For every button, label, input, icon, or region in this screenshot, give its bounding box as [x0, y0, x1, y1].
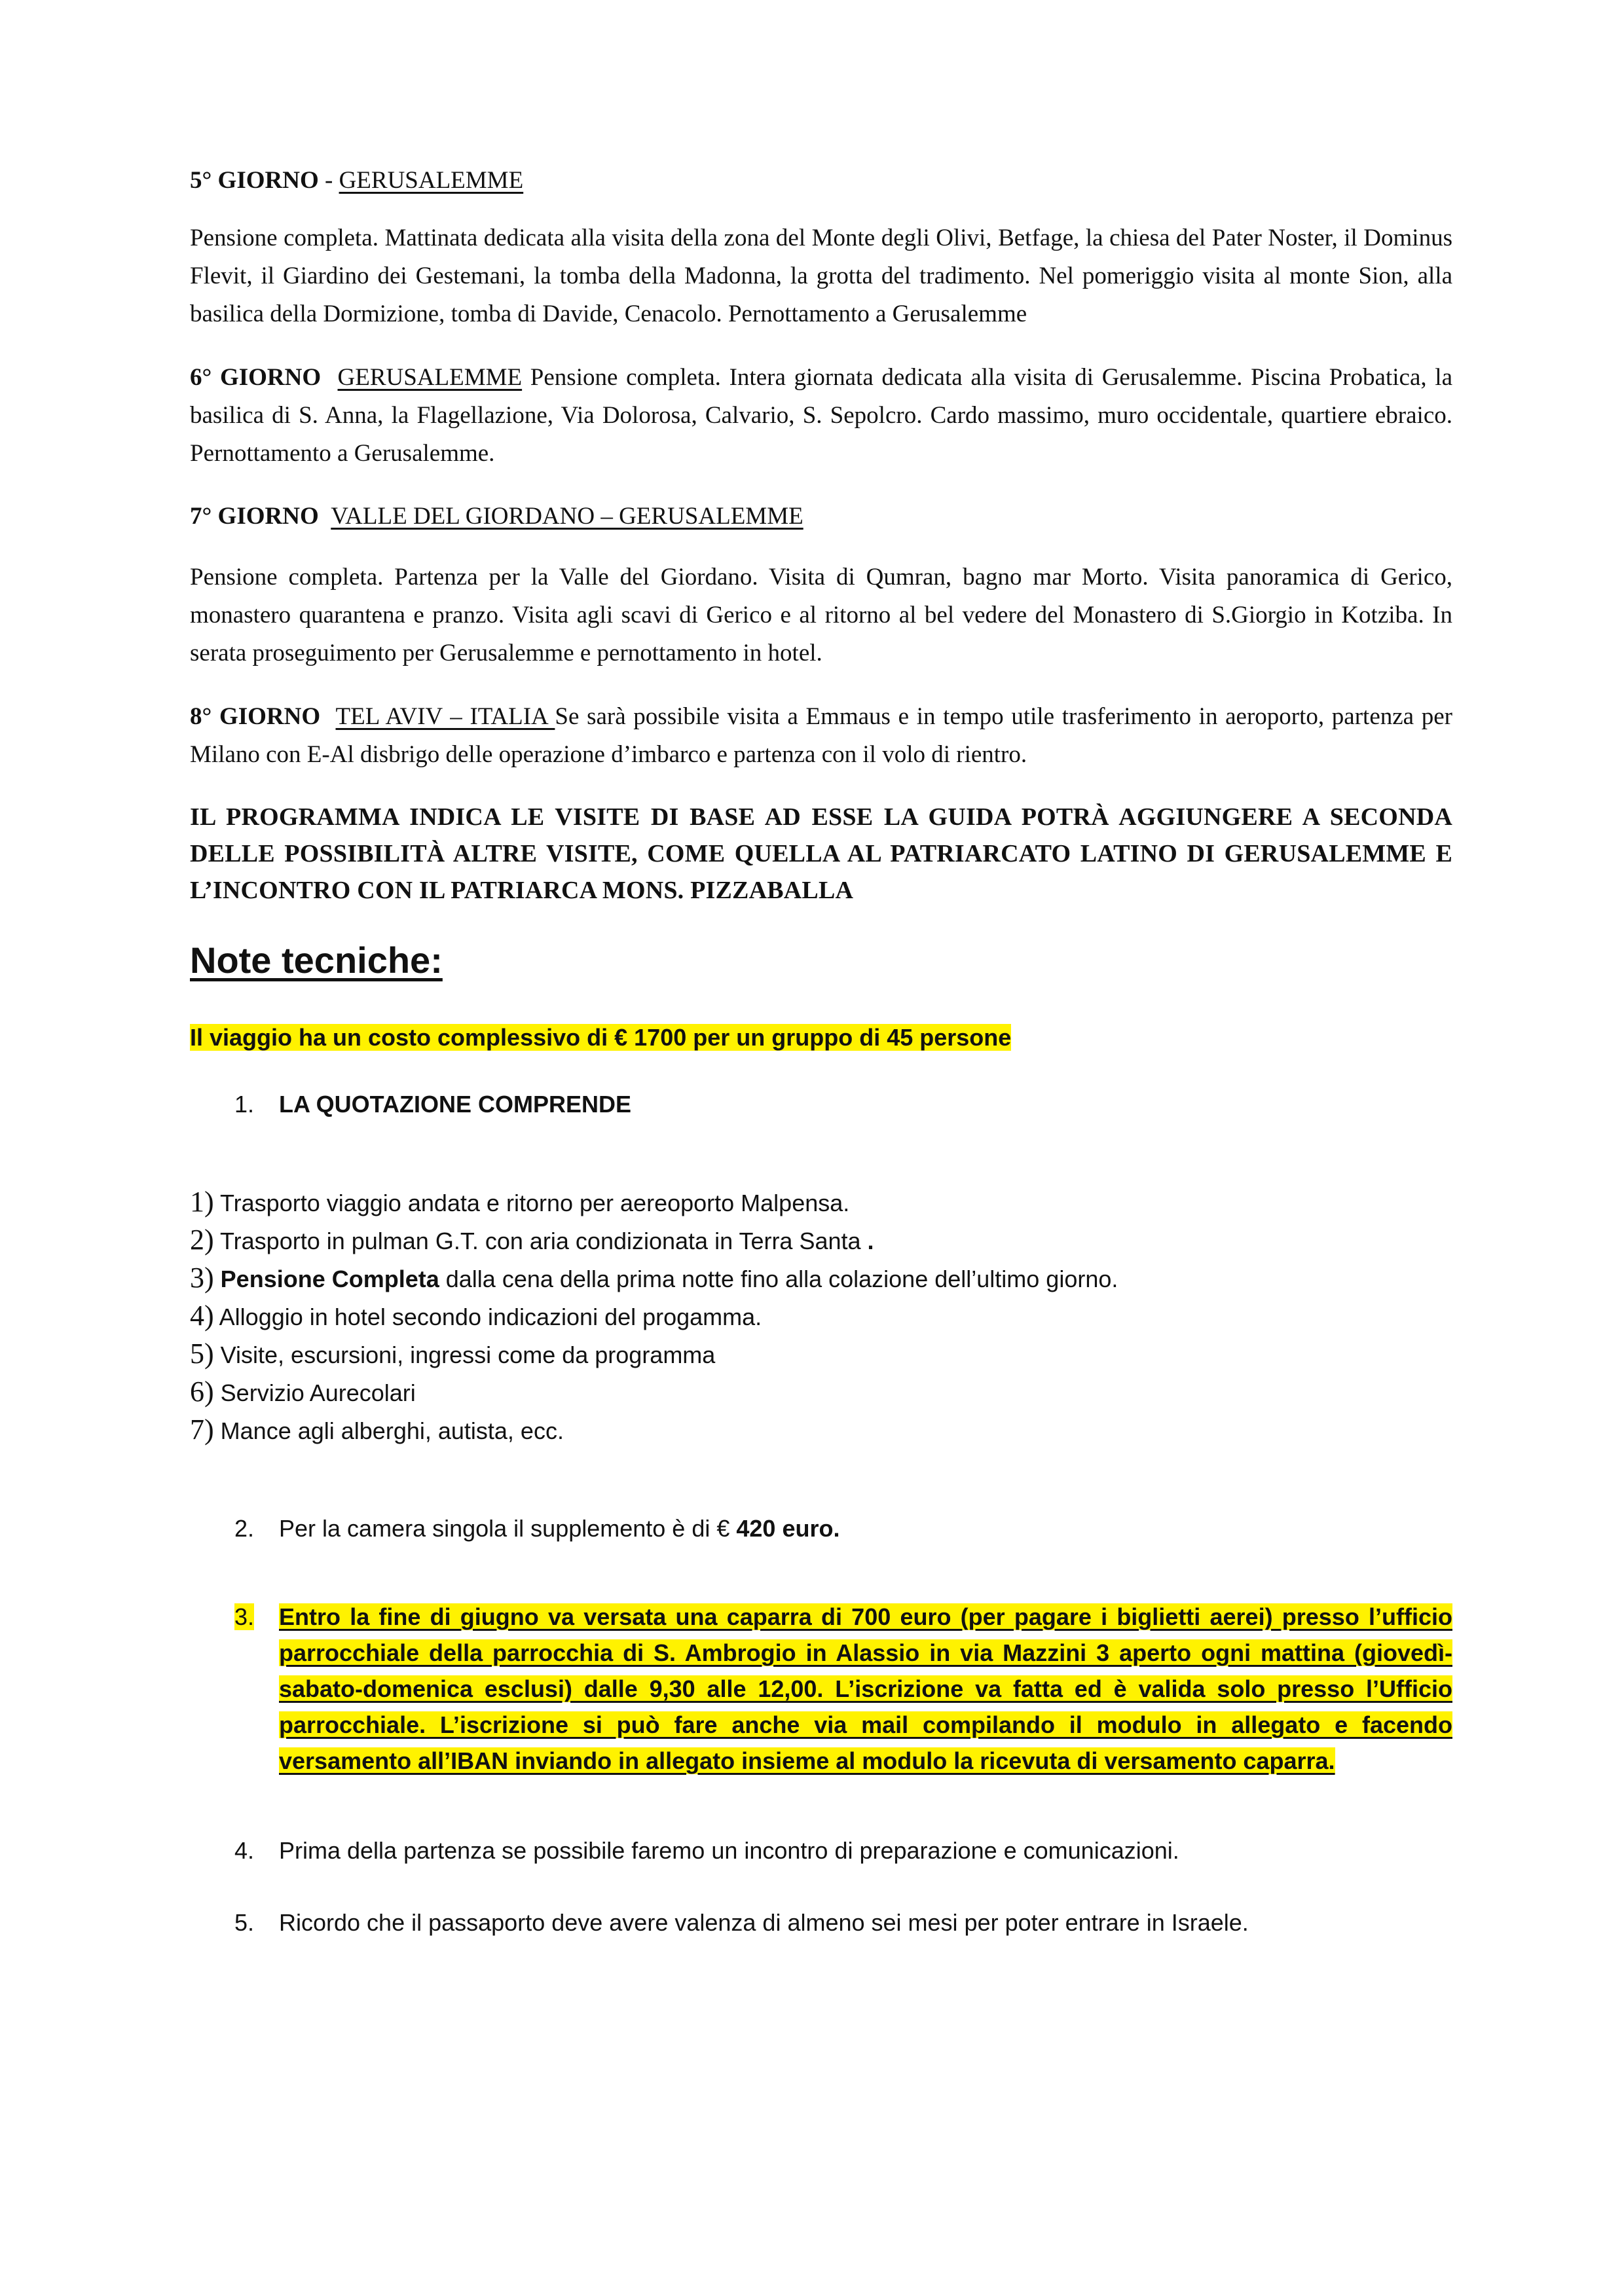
item-2-number: 2.	[234, 1515, 255, 1542]
item-2-text-bold: 420 euro	[736, 1515, 834, 1542]
includes-list	[190, 1184, 1118, 1449]
notes-title	[190, 939, 1452, 981]
item-5-number: 5.	[234, 1909, 255, 1936]
day-6-paragraph	[190, 359, 1452, 473]
day-5-separator: -	[318, 167, 339, 194]
item-3-text	[279, 1599, 1452, 1779]
item-2-text-end: .	[833, 1515, 840, 1542]
list-item-marker: 4)	[190, 1300, 214, 1332]
list-item	[190, 1260, 1118, 1298]
day-7-number: 7° GIORNO	[190, 503, 319, 530]
list-item	[190, 1298, 1118, 1336]
list-item-text: Trasporto viaggio andata e ritorno per aereoporto Malpensa.	[220, 1190, 850, 1216]
day-5-heading	[190, 162, 1452, 200]
day-8-place: TEL AVIV – ITALIA	[335, 703, 555, 730]
day-5-number: 5° GIORNO	[190, 167, 319, 194]
day-5-description: Pensione completa. Mattinata dedicata alla visita della zona del Monte degli Olivi, Betfage, la chiesa del Pater Noster, il Dominus Flevit, il Giardino dei Gestemani, la tomba della Madonna, la grotta del tradimento. Nel pomeriggio visita al monte Sion, alla basilica della Dormizione, tomba di Davide, Cenacolo. Pernottamento a Gerusalemme	[190, 225, 1452, 327]
list-item-text: Alloggio in hotel secondo indicazioni del progamma.	[219, 1303, 762, 1330]
item-3-number	[234, 1599, 254, 1635]
item-2	[234, 1511, 1413, 1546]
item-3-text-content: Entro la fine di giugno va versata una caparra di 700 euro (per pagare i biglietti aerei) presso l’ufficio parrocchiale della parrocchia di S. Ambrogio in Alassio in via Mazzini 3 aperto ogni mattina (giovedì-sabato-domenica esclusi) dalle 9,30 alle 12,00. L’iscrizione va fatta ed è valida solo presso l’Ufficio parrocchiale. L’iscrizione si può fare anche via mail compilando il modulo in allegato e facendo versamento all’IBAN inviando in allegato insieme al modulo la ricevuta di versamento caparra.	[279, 1603, 1452, 1774]
list-item-marker: 3)	[190, 1262, 214, 1294]
day-8-number: 8° GIORNO	[190, 703, 321, 730]
list-item-marker: 6)	[190, 1376, 214, 1408]
list-item	[190, 1412, 1118, 1449]
list-item-marker: 1)	[190, 1186, 214, 1218]
list-item	[190, 1222, 1118, 1260]
item-4	[234, 1833, 1452, 1868]
item-5	[234, 1905, 1452, 1941]
day-5-place: GERUSALEMME	[339, 167, 524, 194]
item-3-number-text: 3.	[234, 1603, 255, 1630]
day-7-place: VALLE DEL GIORDANO – GERUSALEMME	[331, 503, 803, 530]
list-item-marker: 5)	[190, 1338, 214, 1370]
list-item	[190, 1336, 1118, 1374]
day-6-number: 6° GIORNO	[190, 364, 322, 391]
list-item-text: Trasporto in pulman G.T. con aria condizionata in Terra Santa	[220, 1228, 861, 1254]
day-8-description: Se sarà possibile visita a Emmaus e in tempo utile trasferimento in aeroporto, partenza per Milano con E-Al disbrigo delle operazione d’imbarco e partenza con il volo di rientro.	[190, 703, 1453, 768]
notes-title-text: Note tecniche:	[190, 939, 443, 981]
day-8-paragraph	[190, 698, 1452, 774]
list-item	[190, 1374, 1118, 1412]
item-1-text: LA QUOTAZIONE COMPRENDE	[279, 1091, 631, 1118]
list-item-text: Mance agli alberghi, autista, ecc.	[220, 1417, 564, 1444]
day-6-description: Pensione completa. Intera giornata dedicata alla visita di Gerusalemme. Piscina Probatica, la basilica di S. Anna, la Flagellazione, Via Dolorosa, Calvario, S. Sepolcro. Cardo massimo, muro occidentale, quartiere ebraico. Pernottamento a Gerusalemme.	[190, 364, 1452, 467]
list-item-marker: 7)	[190, 1413, 214, 1446]
program-note: IL PROGRAMMA INDICA LE VISITE DI BASE AD ESSE LA GUIDA POTRÀ AGGIUNGERE A SECONDA DELLE POSSIBILITÀ ALTRE VISITE, COME QUELLA AL PATRIARCATO LATINO DI GERUSALEMME E L’INCONTRO CON IL PATRIARCA MONS. PIZZABALLA	[190, 803, 1452, 904]
list-item-text: dalla cena della prima notte fino alla colazione dell’ultimo giorno.	[439, 1266, 1118, 1292]
list-item-bold: Pensione Completa	[220, 1266, 439, 1292]
list-item	[190, 1184, 1118, 1222]
day-7-description: Pensione completa. Partenza per la Valle del Giordano. Visita di Qumran, bagno mar Morto. Visita panoramica di Gerico, monastero quarantena e pranzo. Visita agli scavi di Gerico e al ritorno al bel vedere del Monastero di S.Giorgio in Kotziba. In serata proseguimento per Gerusalemme e pernottamento in hotel.	[190, 564, 1452, 666]
item-4-number: 4.	[234, 1837, 255, 1864]
item-1	[234, 1087, 1413, 1122]
item-5-text: Ricordo che il passaporto deve avere valenza di almeno sei mesi per poter entrare in Israele.	[279, 1909, 1249, 1936]
item-1-number: 1.	[234, 1091, 255, 1118]
cost-line-text: Il viaggio ha un costo complessivo di € 1700 per un gruppo di 45 persone	[190, 1024, 1012, 1051]
cost-line	[190, 1021, 1452, 1059]
list-item-text: Visite, escursioni, ingressi come da programma	[220, 1341, 716, 1368]
item-2-text-main: Per la camera singola il supplemento è di €	[279, 1515, 737, 1542]
list-item-suffix: .	[860, 1228, 874, 1254]
list-item-text: Servizio Aurecolari	[220, 1379, 416, 1406]
item-2-text	[279, 1511, 840, 1546]
list-item-marker: 2)	[190, 1224, 214, 1256]
item-4-text: Prima della partenza se possibile faremo un incontro di preparazione e comunicazioni.	[279, 1837, 1179, 1864]
day-6-place: GERUSALEMME	[337, 364, 523, 391]
day-7-heading	[190, 498, 1452, 536]
